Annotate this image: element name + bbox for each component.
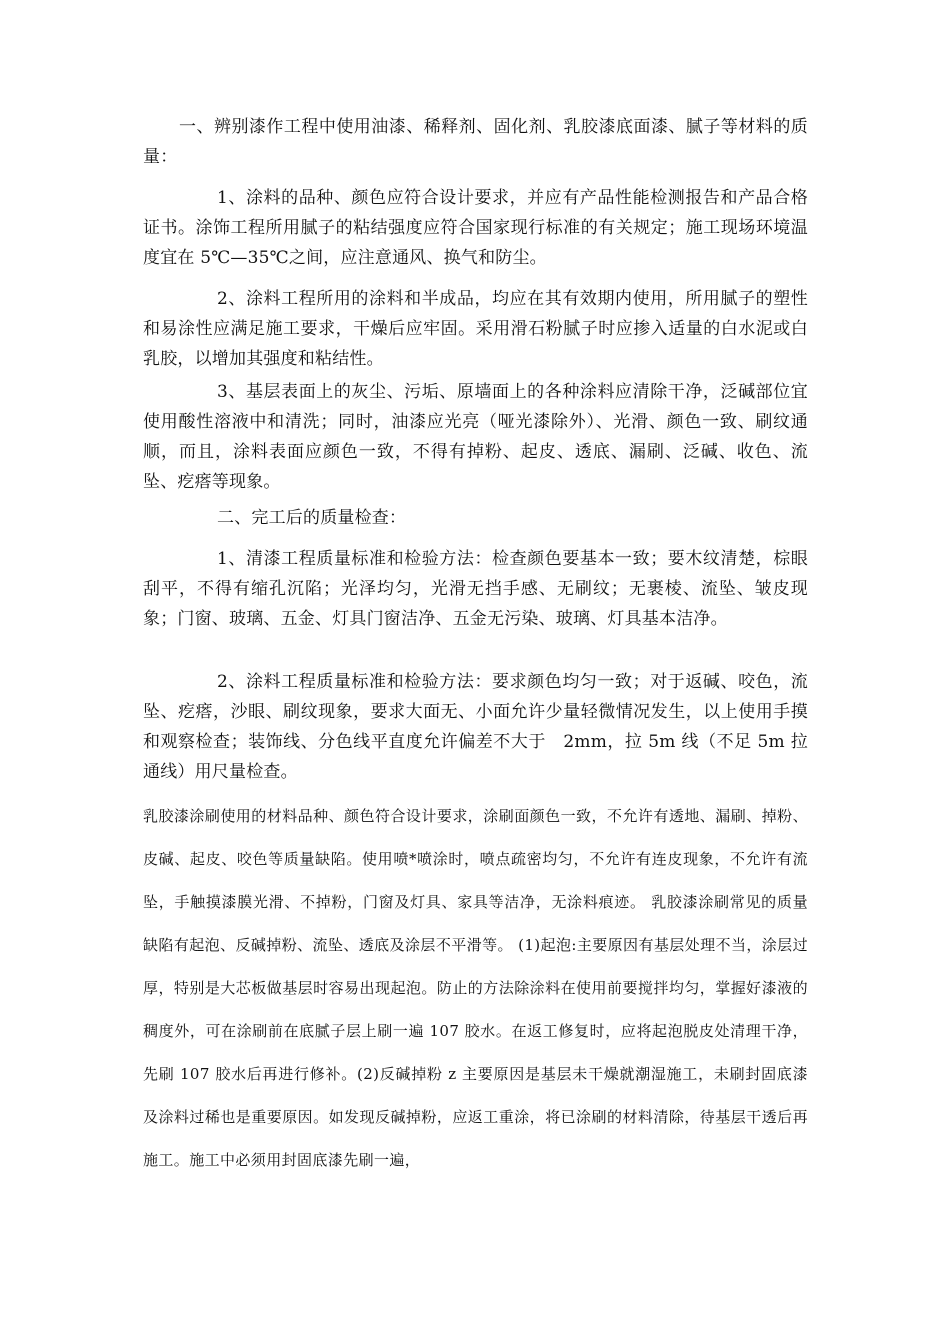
section-one-item-2: 2、涂料工程所用的涂料和半成品，均应在其有效期内使用，所用腻子的塑性和易涂性应满足施工要求，干燥后应牢固。采用滑石粉腻子时应掺入适量的白水泥或白乳胶，以增加其强度和粘结性。	[143, 289, 808, 369]
section-two-heading: 二、完工后的质量检查：	[217, 508, 407, 528]
section-one-item-3: 3、基层表面上的灰尘、污垢、原墙面上的各种涂料应清除干净，泛碱部位宜使用酸性溶液中和清洗；同时，油漆应光亮（哑光漆除外）、光滑、颜色一致、刷纹通顺，而且，涂料表面应颜色一致，不得有掉粉、起皮、透底、漏刷、泛碱、收色、流坠、疙瘩等现象。	[143, 382, 808, 492]
section-one-item-1: 1、涂料的品种、颜色应符合设计要求，并应有产品性能检测报告和产品合格证书。涂饰工程所用腻子的粘结强度应符合国家现行标准的有关规定；施工现场环境温度宜在 5℃—35℃之间，应注意通风、换气和防尘。	[143, 188, 808, 268]
section-one-heading: 一、辨别漆作工程中使用油漆、稀释剂、固化剂、乳胶漆底面漆、腻子等材料的质量：	[143, 117, 808, 167]
section-two-item-2: 2、涂料工程质量标准和检验方法：要求颜色均匀一致；对于返碱、咬色，流坠、疙瘩，沙眼、刷纹现象，要求大面无、小面允许少量轻微情况发生，以上使用手摸和观察检查；装饰线、分色线平直度允许偏差不大于 2mm，拉 5m 线（不足 5m 拉通线）用尺量检查。	[143, 672, 808, 782]
latex-paint-paragraph: 乳胶漆涂刷使用的材料品种、颜色符合设计要求，涂刷面颜色一致，不允许有透地、漏刷、掉粉、皮碱、起皮、咬色等质量缺陷。使用喷*喷涂时，喷点疏密均匀，不允许有连皮现象，不允许有流坠，手触摸漆膜光滑、不掉粉，门窗及灯具、家具等洁净，无涂料痕迹。 乳胶漆涂刷常见的质量缺陷有起泡、反碱掉粉、流坠、透底及涂层不平滑等。 (1)起泡:主要原因有基层处理不当，涂层过厚，特别是大芯板做基层时容易出现起泡。防止的方法除涂料在使用前要搅拌均匀，掌握好漆液的稠度外，可在涂刷前在底腻子层上刷一遍 107 胶水。在返工修复时，应将起泡脱皮处清理干净，先刷 107 胶水后再进行修补。(2)反碱掉粉 z 主要原因是基层未干燥就潮湿施工，未刷封固底漆及涂料过稀也是重要原因。如发现反碱掉粉，应返工重涂，将已涂刷的材料清除，待基层干透后再施工。施工中必须用封固底漆先刷一遍，	[143, 807, 808, 1169]
section-two-item-1: 1、清漆工程质量标准和检验方法：检查颜色要基本一致；要木纹清楚，棕眼刮平，不得有缩孔沉陷；光泽均匀，光滑无挡手感、无刷纹；无裹棱、流坠、皱皮现象；门窗、玻璃、五金、灯具门窗洁净、五金无污染、玻璃、灯具基本洁净。	[143, 549, 808, 629]
